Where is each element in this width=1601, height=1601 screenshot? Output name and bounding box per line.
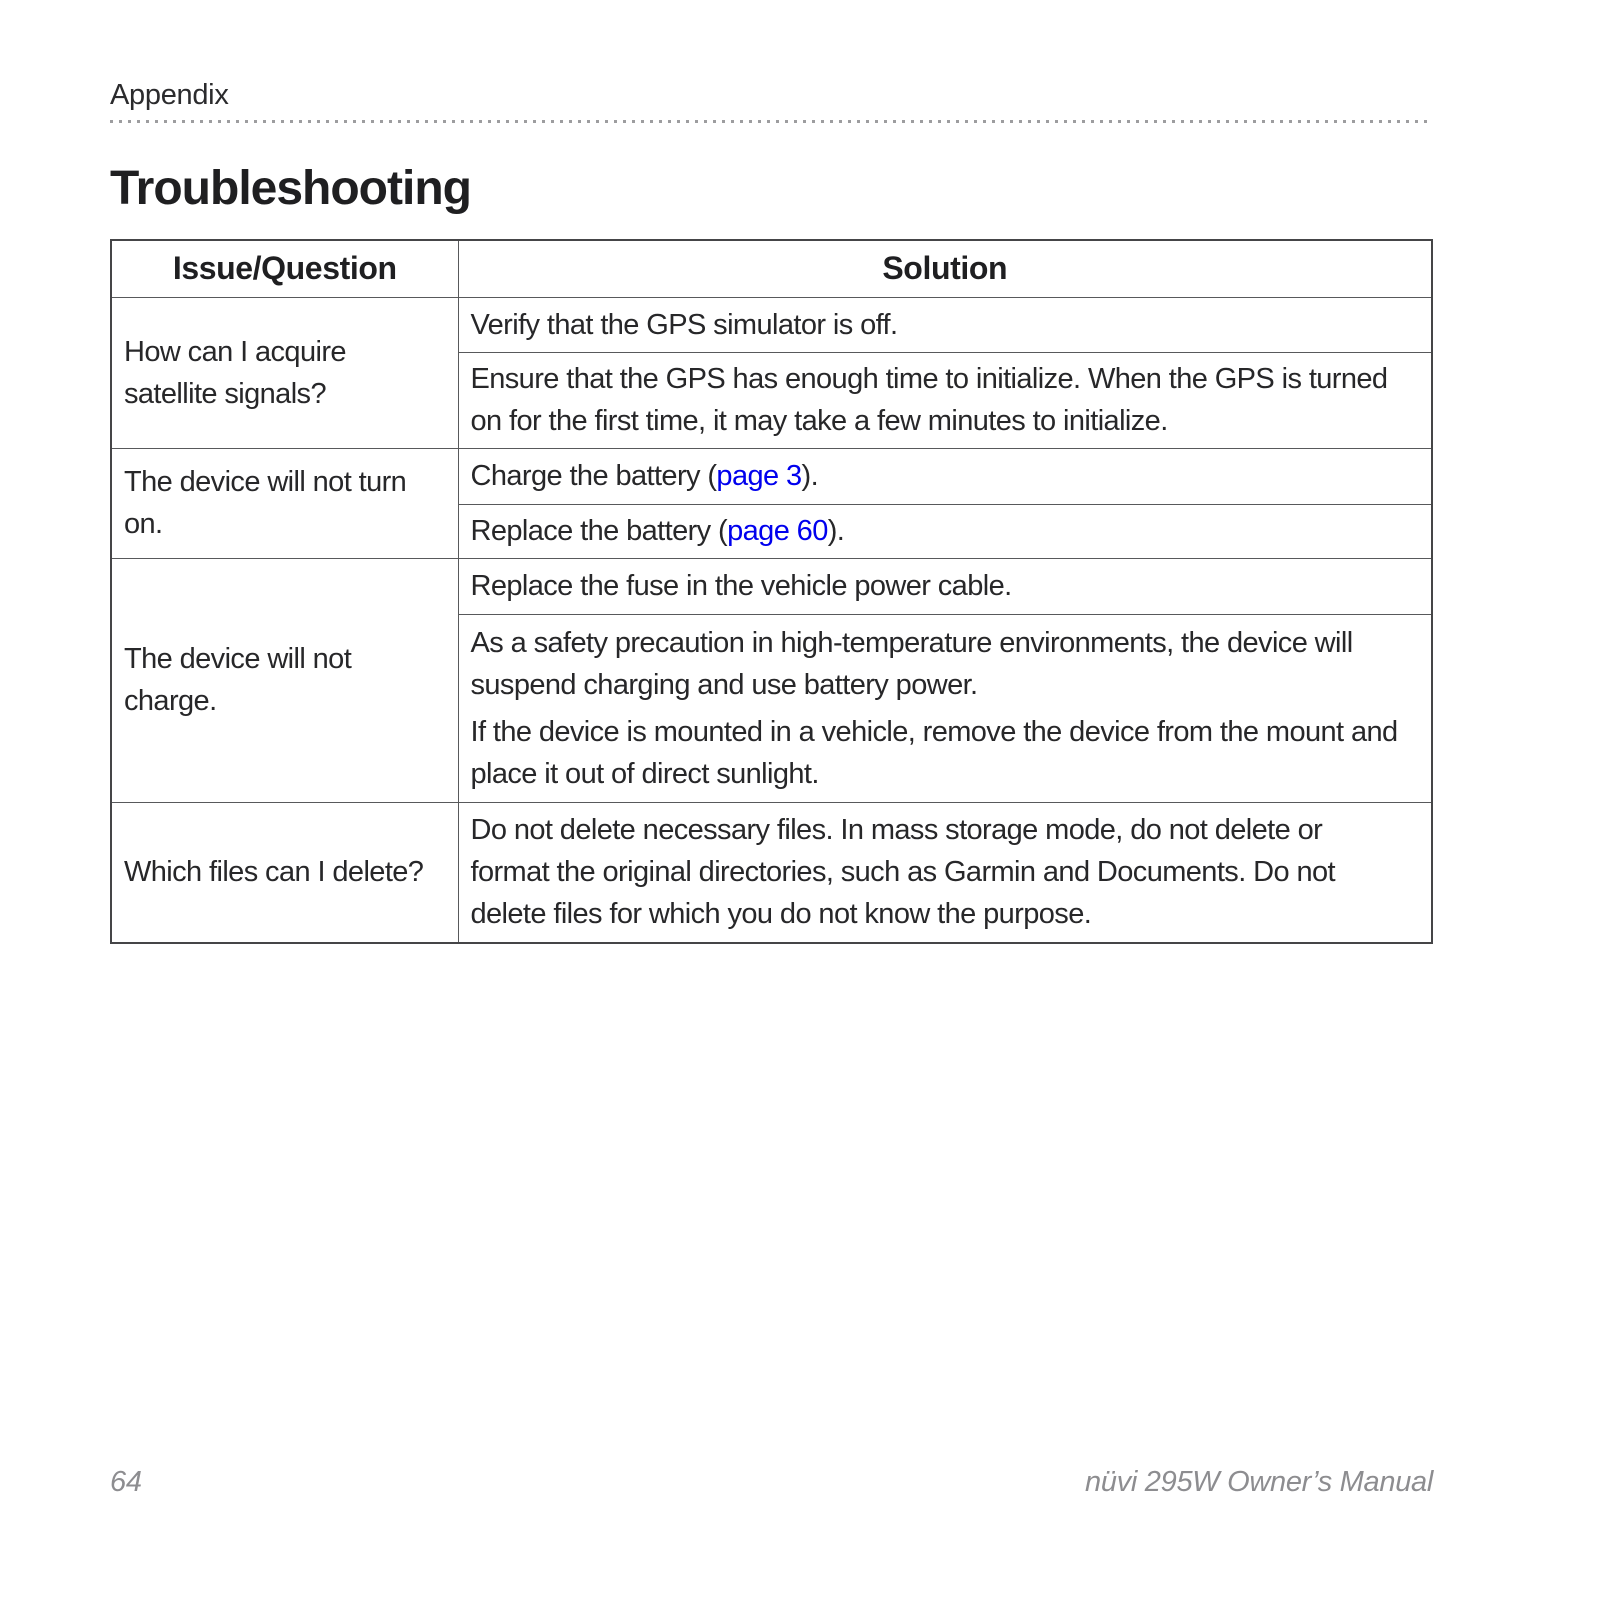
solution-text: Ensure that the GPS has enough time to initialize. When the GPS is turned on for the first time, it may take a few minutes to initialize. <box>470 363 1388 437</box>
manual-page <box>110 0 1433 1601</box>
running-header <box>110 0 1433 123</box>
solution-text: As a safety precaution in high-temperature environments, the device will suspend charging and use battery power. <box>470 626 1353 701</box>
solution-cell <box>458 504 1432 558</box>
table-row <box>111 802 1432 943</box>
solution-cell <box>458 448 1432 504</box>
solution-text: ). <box>801 460 819 492</box>
solution-cell: Verify that the GPS simulator is off. <box>458 297 1432 352</box>
page-number: 64 <box>110 1466 142 1498</box>
table-header-row <box>111 240 1432 297</box>
dotted-divider <box>110 120 1433 123</box>
issue-cell-satellite-signals: How can I acquire satellite signals? <box>111 297 458 448</box>
table-row <box>111 558 1432 614</box>
solution-text: Charge the battery ( <box>470 460 717 492</box>
issue-cell-wont-charge: The device will not charge. <box>111 558 458 802</box>
page-3-link[interactable]: page 3 <box>716 460 802 492</box>
column-header-issue: Issue/Question <box>111 240 458 297</box>
column-header-solution: Solution <box>458 240 1432 297</box>
solution-text: If the device is mounted in a vehicle, remove the device from the mount and place it out of direct sunlight. <box>470 715 1398 790</box>
troubleshooting-table <box>110 239 1433 944</box>
page-footer <box>110 1465 1433 1500</box>
page-title: Troubleshooting <box>110 162 471 215</box>
solution-cell <box>458 802 1432 943</box>
section-label: Appendix <box>110 79 229 111</box>
issue-cell-wont-turn-on: The device will not turn on. <box>111 448 458 558</box>
manual-title: nüvi 295W Owner’s Manual <box>1085 1466 1433 1498</box>
solution-cell <box>458 352 1432 448</box>
solution-text: ). <box>827 515 845 547</box>
solution-cell: Replace the fuse in the vehicle power cable. <box>458 558 1432 614</box>
table-row <box>111 448 1432 504</box>
solution-text: Do not delete necessary files. In mass storage mode, do not delete or format the original directories, such as Garmin and Documents. Do not delete files for which you do not know the purpose. <box>470 814 1335 931</box>
page-60-link[interactable]: page 60 <box>727 515 828 547</box>
solution-cell <box>458 614 1432 802</box>
issue-cell-delete-files: Which files can I delete? <box>111 802 458 943</box>
table-row <box>111 297 1432 352</box>
solution-text: Replace the battery ( <box>470 515 728 547</box>
